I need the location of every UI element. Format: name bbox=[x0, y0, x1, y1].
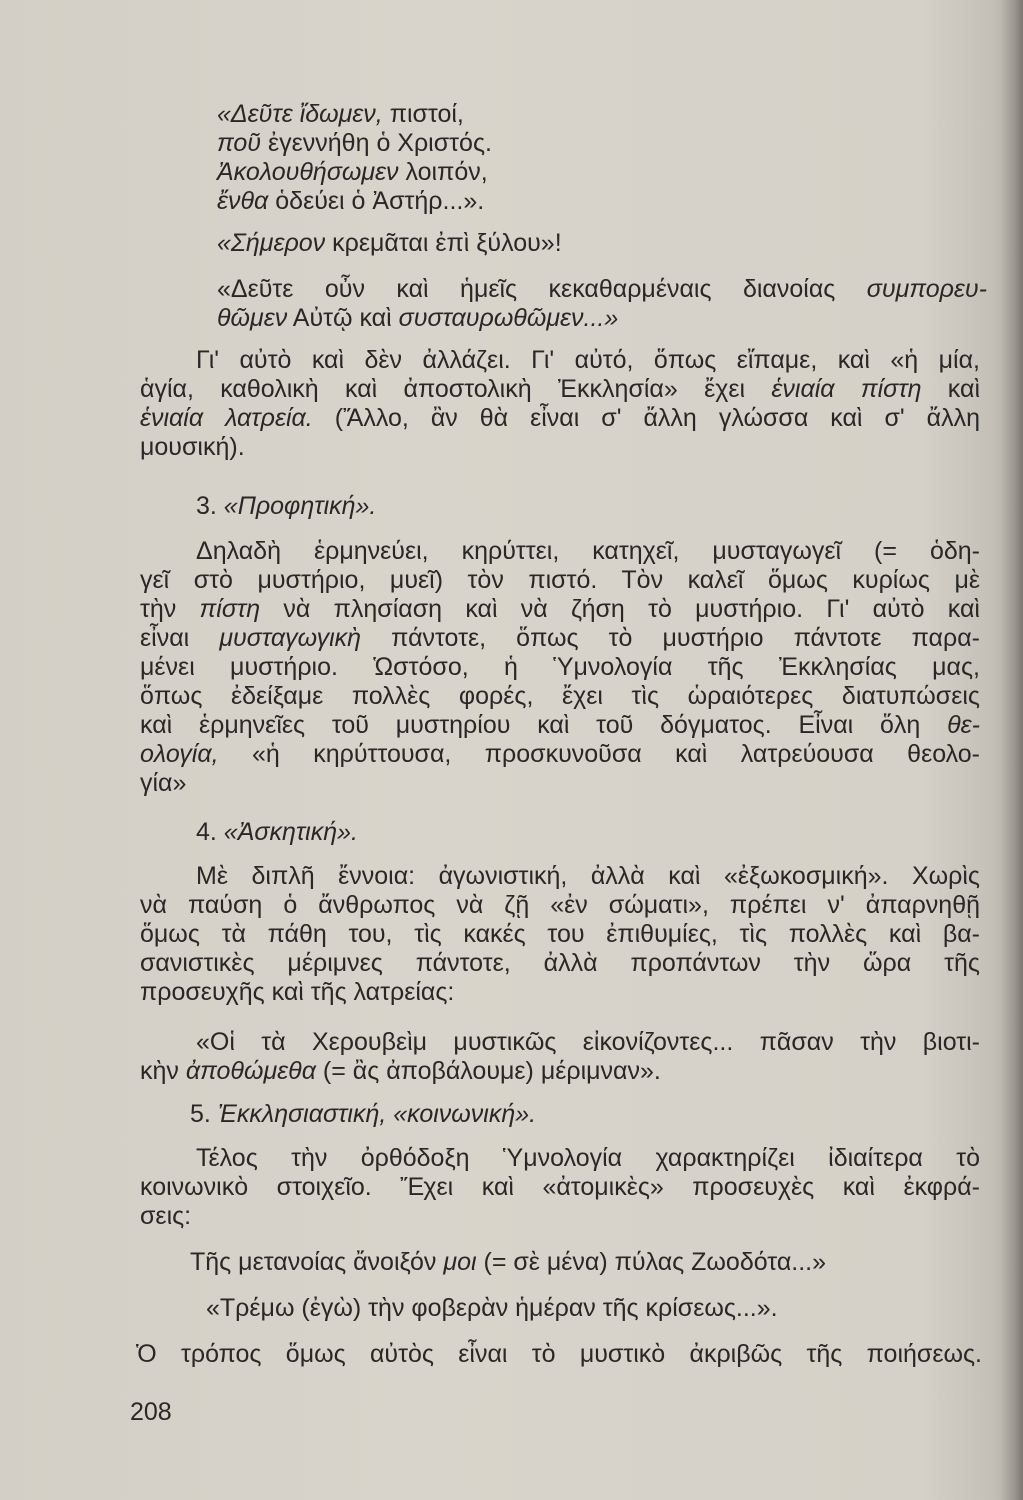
para2-line-8: ολογία, «ἡ κηρύττουσα, προσκυνοῦσα καὶ λατρεύουσα θεολο- bbox=[140, 740, 980, 768]
poem-line-4: ἔνθα ὁδεύει ὁ Ἀστήρ...». bbox=[217, 187, 485, 215]
paragraph-4 bbox=[140, 1144, 980, 1231]
para3-line-1: Μὲ διπλῆ ἔννοια: ἀγωνιστική, ἀλλὰ καὶ «ἐξωκοσμική». Χωρὶς bbox=[196, 862, 980, 890]
heading-3: 3. «Προφητική». bbox=[196, 492, 377, 520]
quote-block-4 bbox=[190, 1248, 970, 1277]
paragraph-3 bbox=[140, 862, 980, 1007]
para1-line-3: ἑνιαία λατρεία. (Ἄλλο, ἂν θὰ εἶναι σ' ἄλλη γλώσσα καὶ σ' ἄλλη bbox=[140, 404, 980, 432]
para2-line-7: καὶ ἑρμηνεῖες τοῦ μυστηρίου καὶ τοῦ δόγματος. Εἶναι ὅλη θε- bbox=[140, 711, 980, 739]
poem-line-2: ποῦ ἐγεννήθη ὁ Χριστός. bbox=[217, 129, 492, 157]
poem-line-1: «Δεῦτε ἴδωμεν, πιστοί, bbox=[217, 100, 464, 128]
quote3-line-2: κὴν ἀποθώμεθα (= ἂς ἀποβάλουμε) μέριμναν». bbox=[140, 1057, 661, 1085]
quote-block-4b bbox=[206, 1294, 966, 1323]
para3-line-2: νὰ παύση ὁ ἄνθρωπος νὰ ζῇ «ἐν σώματι», πρέπει ν' ἀπαρνηθῇ bbox=[140, 891, 980, 919]
para1-line-1: Γι' αὐτὸ καὶ δὲν ἀλλάζει. Γι' αὐτό, ὅπως εἴπαμε, καὶ «ἡ μία, bbox=[196, 346, 980, 374]
heading-4: 4. «Ἀσκητική». bbox=[196, 818, 358, 846]
quote-block-3 bbox=[140, 1028, 980, 1086]
closing-line: Ὁ τρόπος ὅμως αὐτὸς εἶναι τὸ μυστικὸ ἀκριβῶς τῆς ποιήσεως. bbox=[136, 1340, 982, 1368]
quote2-line-1: «Δεῦτε οὖν καὶ ἡμεῖς κεκαθαρμέναις διανοίας συμπορευ- bbox=[217, 275, 987, 303]
para4-line-1: Τέλος τὴν ὀρθόδοξη Ὑμνολογία χαρακτηρίζει ἰδιαίτερα τὸ bbox=[196, 1144, 980, 1172]
para2-line-4: εἶναι μυσταγωγικὴ πάντοτε, ὅπως τὸ μυστήριο πάντοτε παρα- bbox=[140, 624, 980, 652]
para4-line-3: σεις: bbox=[140, 1202, 192, 1230]
para2-line-6: ὅπως ἐδείξαμε πολλὲς φορές, ἔχει τὶς ὡραιότερες διατυπώσεις bbox=[140, 682, 980, 710]
poem-line-5-block bbox=[217, 229, 777, 258]
para2-line-5: μένει μυστήριο. Ὡστόσο, ἡ Ὑμνολογία τῆς Ἐκκλησίας μας, bbox=[140, 653, 980, 681]
section-heading-3 bbox=[196, 492, 796, 521]
paragraph-1 bbox=[140, 346, 980, 462]
quote4-line-1: Τῆς μετανοίας ἄνοιξόν μοι (= σὲ μένα) πύλας Ζωοδότα...» bbox=[190, 1248, 827, 1276]
section-heading-4 bbox=[196, 818, 796, 847]
poem-block bbox=[217, 100, 777, 216]
para3-line-3: ὅμως τὰ πάθη του, τὶς κακές του ἐπιθυμίες, τὶς πολλὲς καὶ βα- bbox=[140, 920, 980, 948]
para2-line-9: γία» bbox=[140, 769, 187, 797]
quote2-line-2: θῶμεν Αὐτῷ καὶ συσταυρωθῶμεν...» bbox=[217, 304, 619, 332]
para1-line-4: μουσική). bbox=[140, 433, 245, 461]
page-number: 208 bbox=[130, 1398, 172, 1426]
quote3-line-1: «Οἱ τὰ Χερουβεὶμ μυστικῶς εἰκονίζοντες... πᾶσαν τὴν βιοτι- bbox=[196, 1028, 980, 1056]
quote4-line-2: «Τρέμω (ἐγὼ) τὴν φοβερὰν ἡμέραν τῆς κρίσεως...». bbox=[206, 1294, 778, 1322]
closing-line-block bbox=[136, 1340, 982, 1369]
heading-5: 5. Ἐκκλησιαστική, «κοινωνική». bbox=[190, 1100, 537, 1128]
para2-line-2: γεῖ στὸ μυστήριο, μυεῖ) τὸν πιστό. Τὸν καλεῖ ὅμως κυρίως μὲ bbox=[140, 566, 980, 594]
para3-line-4: σανιστικὲς μέριμνες πάντοτε, ἀλλὰ προπάντων τὴν ὥρα τῆς bbox=[140, 949, 980, 977]
para3-line-5: προσευχῆς καὶ τῆς λατρείας: bbox=[140, 978, 455, 1006]
para2-line-1: Δηλαδὴ ἑρμηνεύει, κηρύττει, κατηχεῖ, μυσταγωγεῖ (= ὁδη- bbox=[196, 537, 980, 565]
para1-line-2: ἁγία, καθολικὴ καὶ ἀποστολικὴ Ἐκκλησία» ἔχει ἑνιαία πίστη καὶ bbox=[140, 375, 980, 403]
section-heading-5 bbox=[190, 1100, 890, 1129]
page-edge-shadow bbox=[1001, 0, 1023, 1500]
quote-block-2 bbox=[217, 275, 987, 333]
para4-line-2: κοινωνικὸ στοιχεῖο. Ἔχει καὶ «ἀτομικὲς» προσευχὲς καὶ ἐκφρά- bbox=[140, 1173, 980, 1201]
poem-line-3: Ἀκολουθήσωμεν λοιπόν, bbox=[217, 158, 488, 186]
para2-line-3: τὴν πίστη νὰ πλησίαση καὶ νὰ ζήση τὸ μυστήριο. Γι' αὐτὸ καὶ bbox=[140, 595, 980, 623]
paragraph-2 bbox=[140, 537, 980, 798]
poem-line-5: «Σήμερον κρεμᾶται ἐπὶ ξύλου»! bbox=[217, 229, 562, 257]
